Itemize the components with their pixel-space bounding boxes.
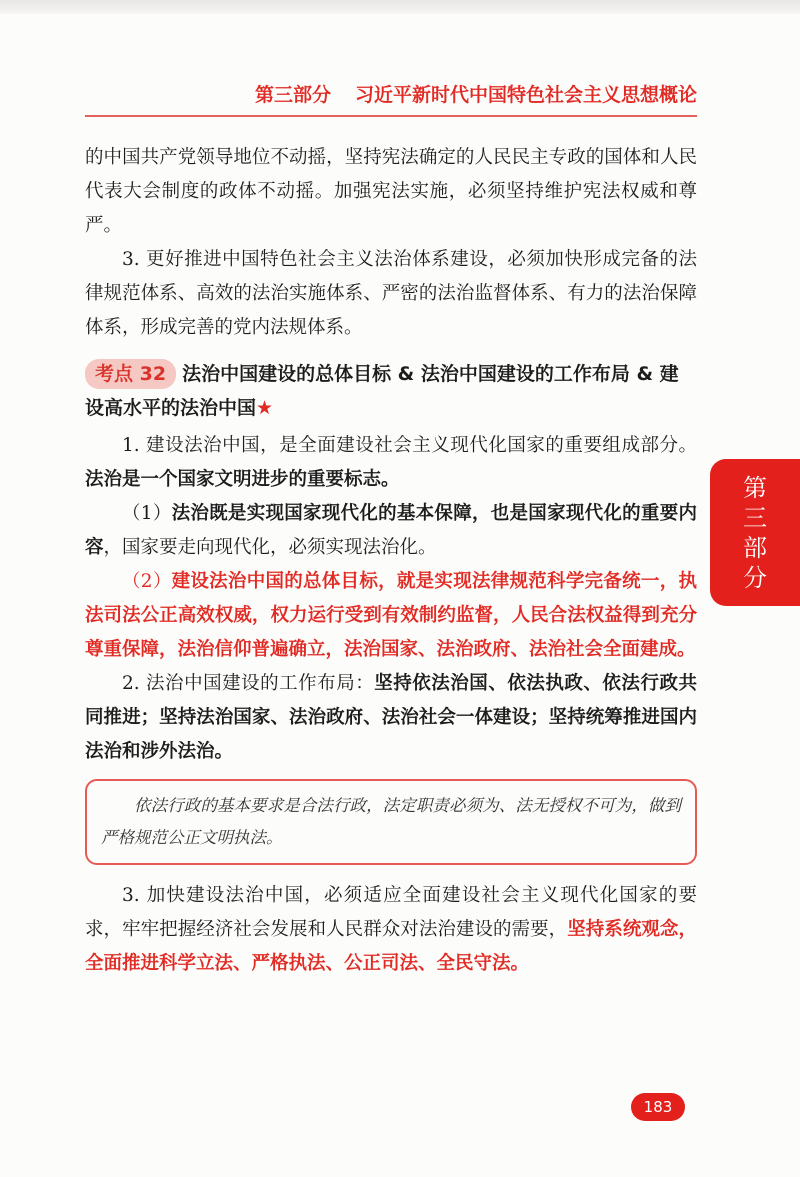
paragraph-3: 3. 更好推进中国特色社会主义法治体系建设，必须加快形成完备的法律规范体系、高效的法治实施体系、严密的法治监督体系、有力的法治保障体系，形成完善的党内法规体系。 bbox=[85, 249, 697, 338]
page-number: 183 bbox=[631, 1093, 685, 1121]
item-2 bbox=[85, 565, 697, 667]
running-header bbox=[255, 80, 697, 107]
paragraph-continued: 的中国共产党领导地位不动摇，坚持宪法确定的人民民主专政的国体和人民代表大会制度的政体不动摇。加强宪法实施，必须坚持维护宪法权威和尊严。 bbox=[85, 147, 697, 236]
section-2 bbox=[85, 667, 697, 769]
item-1-num: （1） bbox=[122, 503, 172, 524]
section-1-bold: 法治是一个国家文明进步的重要标志。 bbox=[85, 469, 400, 490]
header-rule bbox=[85, 115, 697, 117]
side-tab-label: 第三部分 bbox=[743, 473, 767, 592]
item-1-bold: 法治既是实现国家现代化的基本保障，也是国家现代化的重要内容 bbox=[85, 503, 697, 558]
section-3-lead: 3. 加快建设法治中国，必须适应全面建设社会主义现代化国家的要求，牢牢把握经济社会发展和人民群众对法治建设的需要， bbox=[85, 885, 697, 940]
header-title: 习近平新时代中国特色社会主义思想概论 bbox=[354, 84, 697, 106]
page-top-edge bbox=[0, 0, 800, 14]
section-side-tab bbox=[710, 459, 800, 606]
topic-title: 法治中国建设的总体目标 & 法治中国建设的工作布局 & 建设高水平的法治中国 bbox=[85, 363, 679, 419]
section-2-lead: 2. 法治中国建设的工作布局： bbox=[122, 673, 375, 694]
item-2-red: 建设法治中国的总体目标，就是实现法律规范科学完备统一，执法司法公正高效权威，权力运行受到有效制约监督，人民合法权益得到充分尊重保障，法治信仰普遍确立，法治国家、法治政府、法治社会全面建成。 bbox=[85, 571, 697, 660]
item-2-num: （2） bbox=[122, 571, 172, 592]
page-body bbox=[85, 141, 697, 981]
section-2-bold: 坚持依法治国、依法执政、依法行政共同推进；坚持法治国家、法治政府、法治社会一体建设；坚持统筹推进国内法治和涉外法治。 bbox=[85, 673, 697, 762]
note-text: 依法行政的基本要求是合法行政，法定职责必须为、法无授权不可为，做到严格规范公正文明执法。 bbox=[101, 796, 681, 847]
section-3-red: 坚持系统观念，全面推进科学立法、严格执法、公正司法、全民守法。 bbox=[85, 919, 697, 974]
topic-heading bbox=[85, 357, 697, 425]
section-1-lead: 1. 建设法治中国，是全面建设社会主义现代化国家的重要组成部分。 bbox=[122, 435, 697, 456]
section-1 bbox=[85, 429, 697, 497]
section-3 bbox=[85, 879, 697, 981]
topic-badge: 考点 32 bbox=[85, 359, 176, 389]
header-part: 第三部分 bbox=[254, 84, 331, 106]
item-1 bbox=[85, 497, 697, 565]
note-box bbox=[85, 779, 697, 865]
item-1-rest: ，国家要走向现代化，必须实现法治化。 bbox=[103, 537, 437, 558]
star-icon: ★ bbox=[256, 397, 274, 419]
